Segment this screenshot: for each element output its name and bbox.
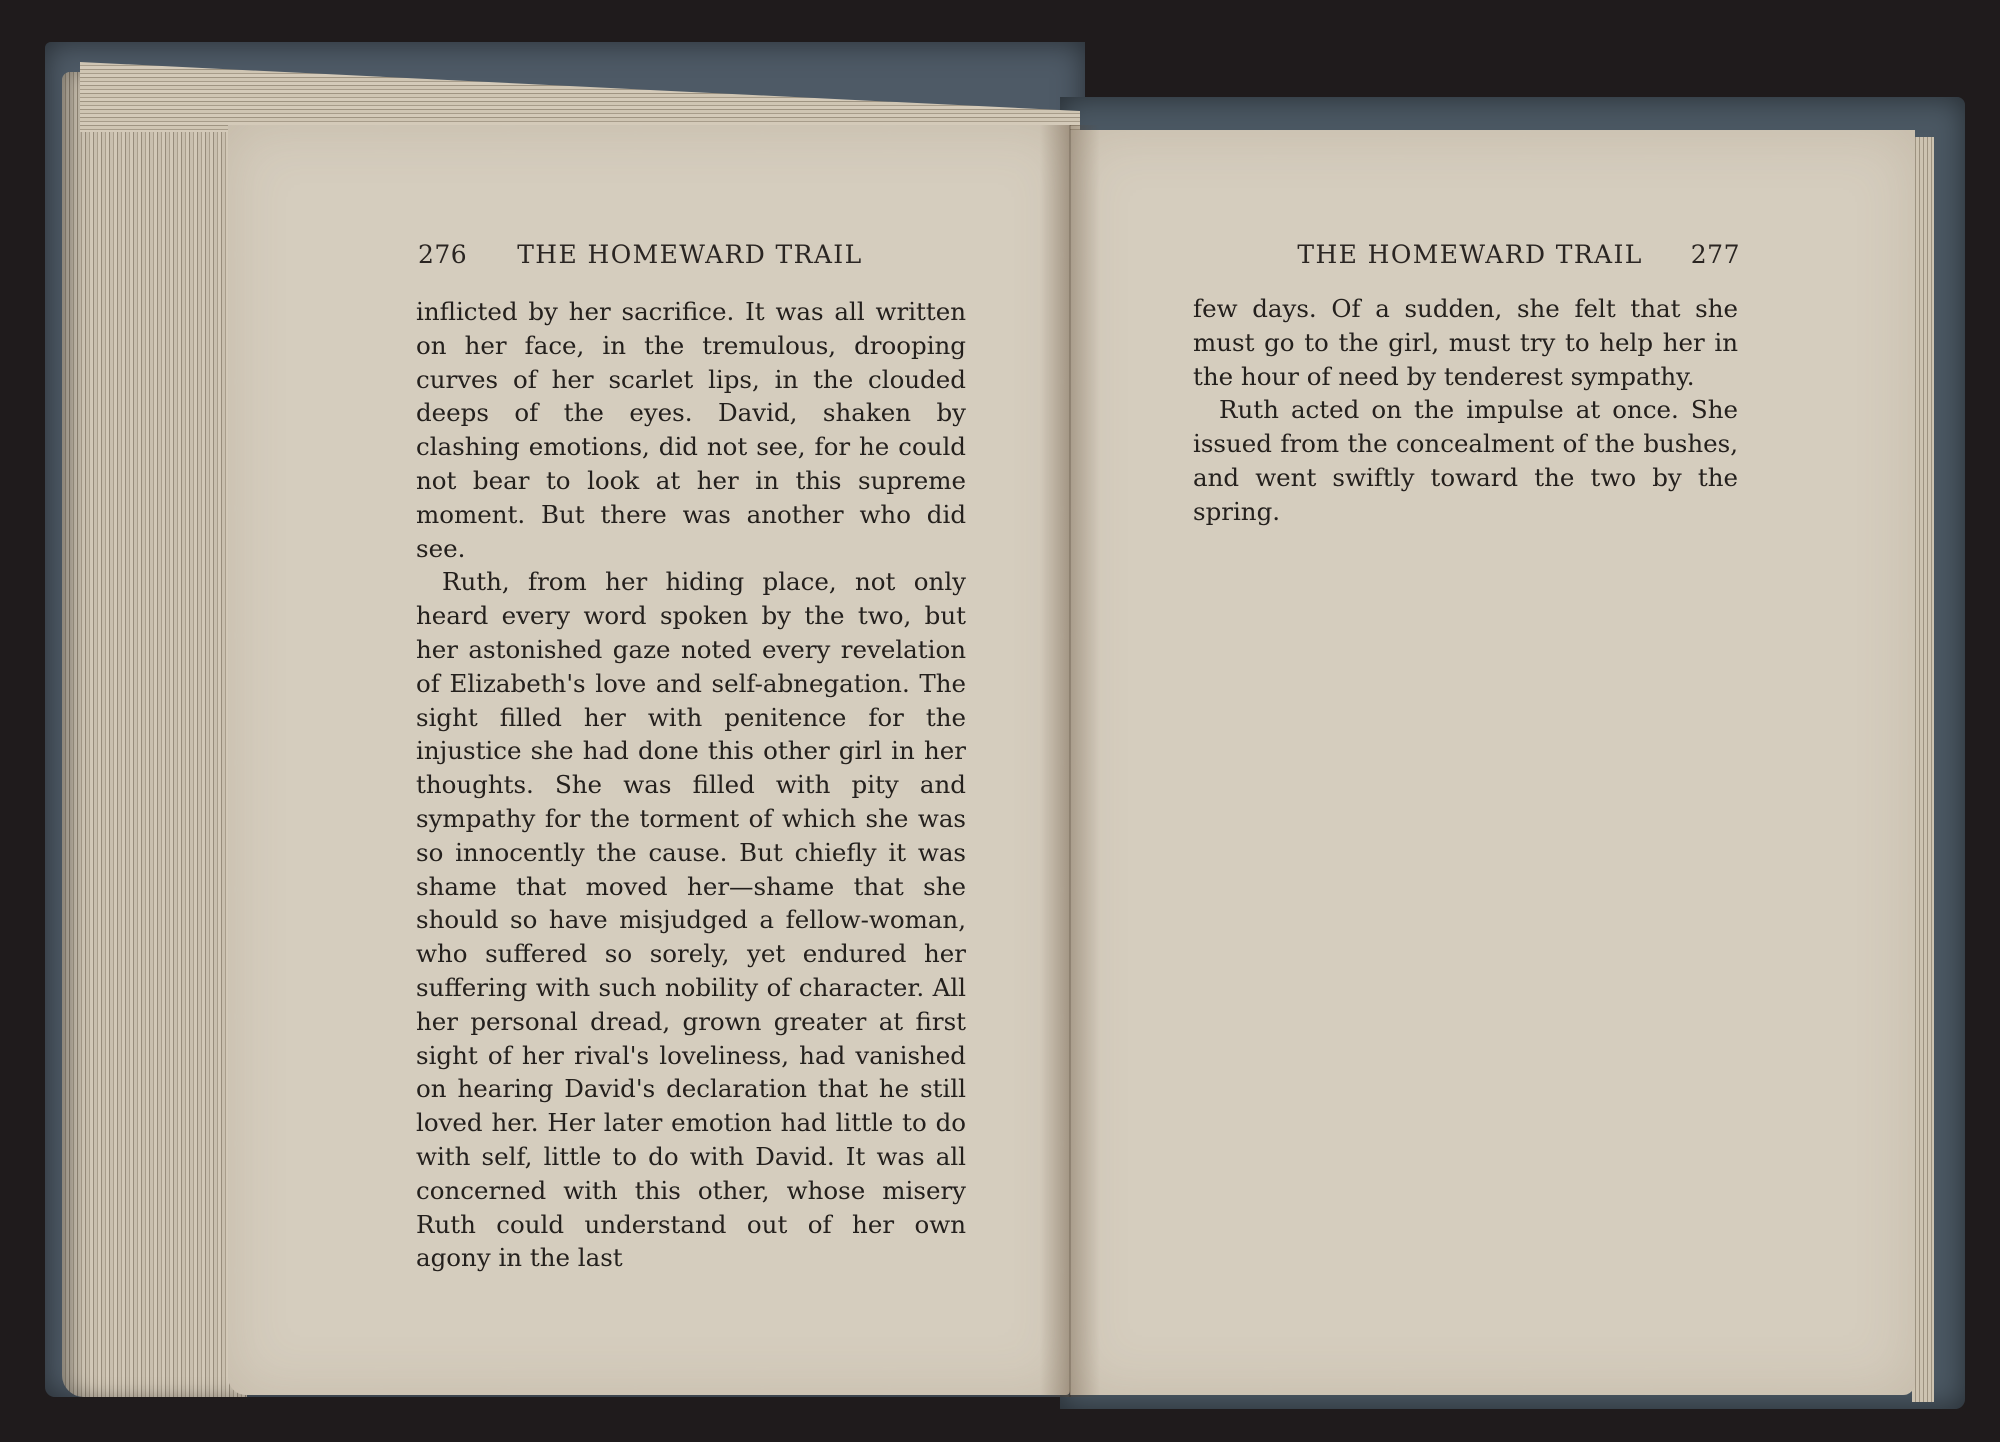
left-running-head — [418, 240, 964, 269]
right-page-text — [1193, 292, 1738, 529]
paragraph: inflicted by her sacrifice. It was all written on her face, in the tremulous, drooping curves of her scarlet lips, in the clouded deeps of the eyes. David, shaken by clashing emotions, did not see, for he could not bear to look at her in this supreme moment. But there was another who did see. — [416, 297, 966, 563]
right-running-head — [1286, 240, 1740, 269]
left-running-title: THE HOMEWARD TRAIL — [517, 240, 863, 269]
paragraph: few days. Of a sudden, she felt that she must go to the girl, must try to help her in the hour of need by tenderest sympathy. — [1193, 294, 1738, 391]
paragraph: Ruth acted on the impulse at once. She issued from the concealment of the bushes, and went swiftly toward the two by the spring. — [1193, 395, 1738, 526]
right-running-title: THE HOMEWARD TRAIL — [1297, 240, 1643, 269]
left-page-text — [416, 295, 966, 1275]
page-block-right-edge — [1912, 137, 1934, 1402]
book-gutter — [1040, 125, 1100, 1397]
right-page-number: 277 — [1690, 240, 1740, 269]
left-page-number: 276 — [418, 240, 468, 269]
page-block-edge — [62, 72, 247, 1397]
paragraph: Ruth, from her hiding place, not only heard every word spoken by the two, but her astonished gaze noted every revelation of Elizabeth's love and self-abnegation. The sight filled her with penitence for the injustice she had done this other girl in her thoughts. She was filled with pity and sympathy for the torment of which she was so innocently the cause. But chiefly it was shame that moved her—shame that she should so have misjudged a fellow-woman, who suffered so sorely, yet endured her suffering with such nobility of character. All her personal dread, grown greater at first sight of her rival's loveliness, had vanished on hearing David's declaration that he still loved her. Her later emotion had little to do with self, little to do with David. It was all concerned with this other, whose misery Ruth could understand out of her own agony in the last — [416, 567, 966, 1273]
